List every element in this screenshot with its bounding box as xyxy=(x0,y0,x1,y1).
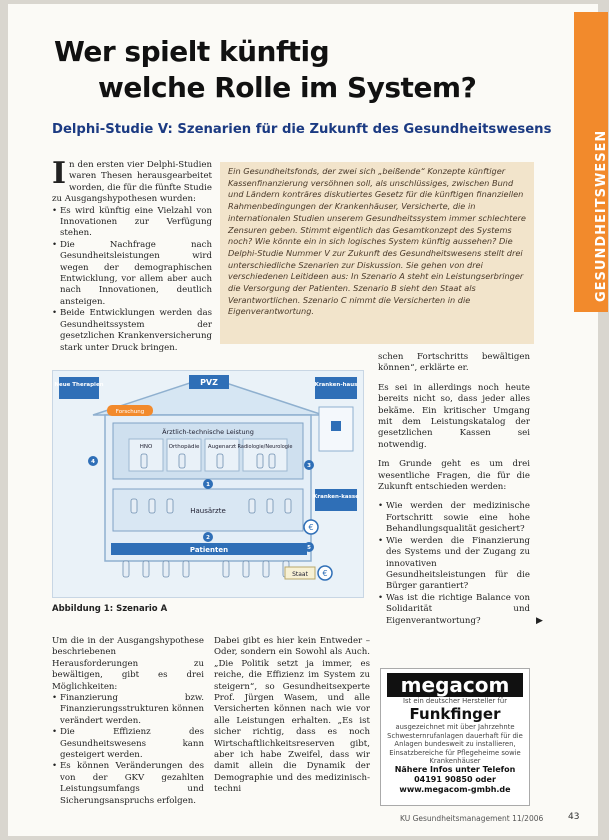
euro-symbol: € xyxy=(322,569,328,578)
scenario-diagram xyxy=(53,371,363,597)
column-right xyxy=(378,352,530,627)
ad-phone: 04191 90850 oder xyxy=(414,775,496,785)
article-subtitle: Delphi-Studie V: Szenarien für die Zukunft des Gesundheitswesens xyxy=(52,122,552,137)
continue-arrow-icon: ▶ xyxy=(536,616,543,626)
step-number: 5 xyxy=(307,545,311,551)
list-item: • Die Nachfrage nach Gesundheitsleistungen wird wegen der demographischen Entwicklung, vor allem aber auch nach Innovationen, deutlich ansteigen. xyxy=(52,240,212,308)
new-therapies-label: Neue Therapien xyxy=(54,382,104,388)
step-number: 4 xyxy=(91,459,95,465)
page-number: 43 xyxy=(568,812,580,822)
paragraph: Um die in der Ausgangshypothese beschriebenen Herausforderungen zu bewältigen, gibt es drei Möglichkeiten: xyxy=(52,636,204,692)
list-item: • Es wird künftig eine Vielzahl von Innovationen zur Verfügung stehen. xyxy=(52,206,212,240)
list-item: • Es können Veränderungen des von der GKV gezahlten Leistungsumfangs und Sicherungsanspruchs erfolgen. xyxy=(52,761,204,807)
section-tab-label: GESUNDHEITSWESEN xyxy=(594,129,609,302)
column-bottom-left xyxy=(52,636,204,807)
pvz-label: PVZ xyxy=(200,378,218,387)
ad-product: Funkfinger xyxy=(409,705,501,724)
euro-symbol: € xyxy=(308,523,314,532)
gp-floor-label: Hausärzte xyxy=(190,507,226,515)
list-item: • Beide Entwicklungen werden das Gesundheitssystem der gesetzlichen Krankenversicherung stark unter Druck bringen. xyxy=(52,308,212,354)
scenario-illustration xyxy=(52,370,364,598)
title-line-2: welche Rolle im System? xyxy=(98,71,477,104)
step-number: 3 xyxy=(307,463,311,469)
questions-list xyxy=(378,501,530,626)
paragraph: Es sei in allerdings noch heute bereits nicht so, dass jeder alles bekäme. Ein kritischer Umgang mit dem Leistungskatalog der gesetzlichen Kassen sei notwendig. xyxy=(378,382,530,450)
hypothesis-list xyxy=(52,206,212,354)
column-bottom-middle xyxy=(214,636,370,796)
drop-cap: I xyxy=(52,156,67,191)
insurance-label: Kranken-kasse xyxy=(313,494,359,500)
cell-label: HNO xyxy=(139,444,153,450)
hospital-box xyxy=(315,377,357,399)
cell-label: Augenarzt xyxy=(207,444,237,450)
patients-label: Patienten xyxy=(189,546,229,554)
ad-info-label: Nähere Infos unter Telefon xyxy=(394,765,516,775)
options-list xyxy=(52,693,204,807)
title-line-1: Wer spielt künftig xyxy=(54,35,330,68)
new-therapies-box xyxy=(59,377,99,399)
paragraph: Dabei gibt es hier kein Entweder – Oder, sondern ein Sowohl als Auch. „Die Politik setzt ja immer, es reiche, die Effizienz im System zu steigern“, so Gesundheitsexperte Prof. Jürgen Wasem, und alle Versicherten können nach wie vor alle Leistungen erhalten. „Es ist sicher richtig, dass es noch Wirtschaftlichkeitsreserven gibt, aber ich habe Zweifel, dass wir damit allein die Dynamik der Demographie und des medizinisch-techni xyxy=(214,636,370,795)
research-tag-label: Forschung xyxy=(115,409,145,415)
figure-caption: Abbildung 1: Szenario A xyxy=(52,604,168,614)
specialist-floor-label: Ärztlich-technische Leistung xyxy=(162,428,254,436)
list-item: • Wie werden die Finanzierung des Systems und der Zugang zu innovativen Gesundheitsleistungen für die Bürger garantiert? xyxy=(378,536,530,593)
article-title xyxy=(54,34,476,106)
list-item: • Wie werden der medizinische Fortschritt sowie eine hohe Behandlungsqualität gesichert? xyxy=(378,501,530,535)
ad-tagline: Ist ein deutscher Hersteller für xyxy=(403,697,507,705)
step-number: 1 xyxy=(206,482,210,488)
patient-figures xyxy=(123,561,289,577)
paragraph: Im Grunde geht es um drei wesentliche Fragen, die für die Zukunft entschieden werden: xyxy=(378,459,530,493)
list-item: • Finanzierung bzw. Finanzierungsstrukturen können verändert werden. xyxy=(52,693,204,727)
teaser-box: Ein Gesundheitsfonds, der zwei sich „beißende“ Konzepte künftiger Kassenfinanzierung versöhnen soll, als unschlüssiges, zwischen Bund und Ländern konträres diskutiertes Gesetz für die künftigen finanziellen Rahmenbedingungen der Krankenhäuser, Versicherte, die in internationalen Studien unserem Gesundheitssystem immer schlechtere Zensuren geben. Stimmt eigentlich das Gesamtkonzept des Systems noch? Wie könnte ein in sich logisches System künftig aussehen? Die Delphi-Studie Nummer V zur Zukunft des Gesundheitswesens stellt drei unterschiedliche Szenarien zur Diskussion. Sie gehen von drei verschiedenen Leitideen aus: In Szenario A steht ein Leistungserbringer die Versorgung der Patienten. Szenario B sieht den Staat als Verantwortlichen. Szenario C nimmt die Versicherten in die Eigenverantwortung. xyxy=(220,162,534,344)
state-label: Staat xyxy=(292,571,308,578)
step-number: 2 xyxy=(206,535,210,541)
paragraph: schen Fortschritts bewältigen können“, erklärte er. xyxy=(378,352,530,374)
cell-label: Orthopädie xyxy=(168,444,200,450)
column-intro xyxy=(52,156,212,354)
page-footer: KU Gesundheitsmanagement 11/2006 xyxy=(400,814,544,823)
list-item: • Was ist die richtige Balance von Solidarität und Eigenverantwortung? xyxy=(378,593,530,627)
advertisement[interactable] xyxy=(380,668,530,806)
cell-label: Radiologie/Neurologie xyxy=(237,444,293,450)
list-item: • Die Effizienz des Gesundheitswesens kann gesteigert werden. xyxy=(52,727,204,761)
ad-website-link[interactable]: www.megacom-gmbh.de xyxy=(399,784,511,794)
magazine-page xyxy=(8,4,609,836)
section-tab xyxy=(574,12,608,312)
hospital-label: Kranken-haus xyxy=(314,382,358,388)
insurance-box xyxy=(315,489,357,511)
ad-description: ausgezeichnet mit über Jahrzehnte Schwesternrufanlagen dauerhaft für die Anlagen bundesweit zu installieren, Einsatzbereiche für Pflegeheime sowie Krankenhäuser xyxy=(387,723,523,766)
intro-text: n den ersten vier Delphi-Studien waren Thesen herausgearbeitet worden, die für die fünfte Studie zu Ausgangshypothesen wurden: xyxy=(52,160,212,205)
ad-brand: megacom xyxy=(387,673,523,697)
cross-icon xyxy=(331,421,341,431)
